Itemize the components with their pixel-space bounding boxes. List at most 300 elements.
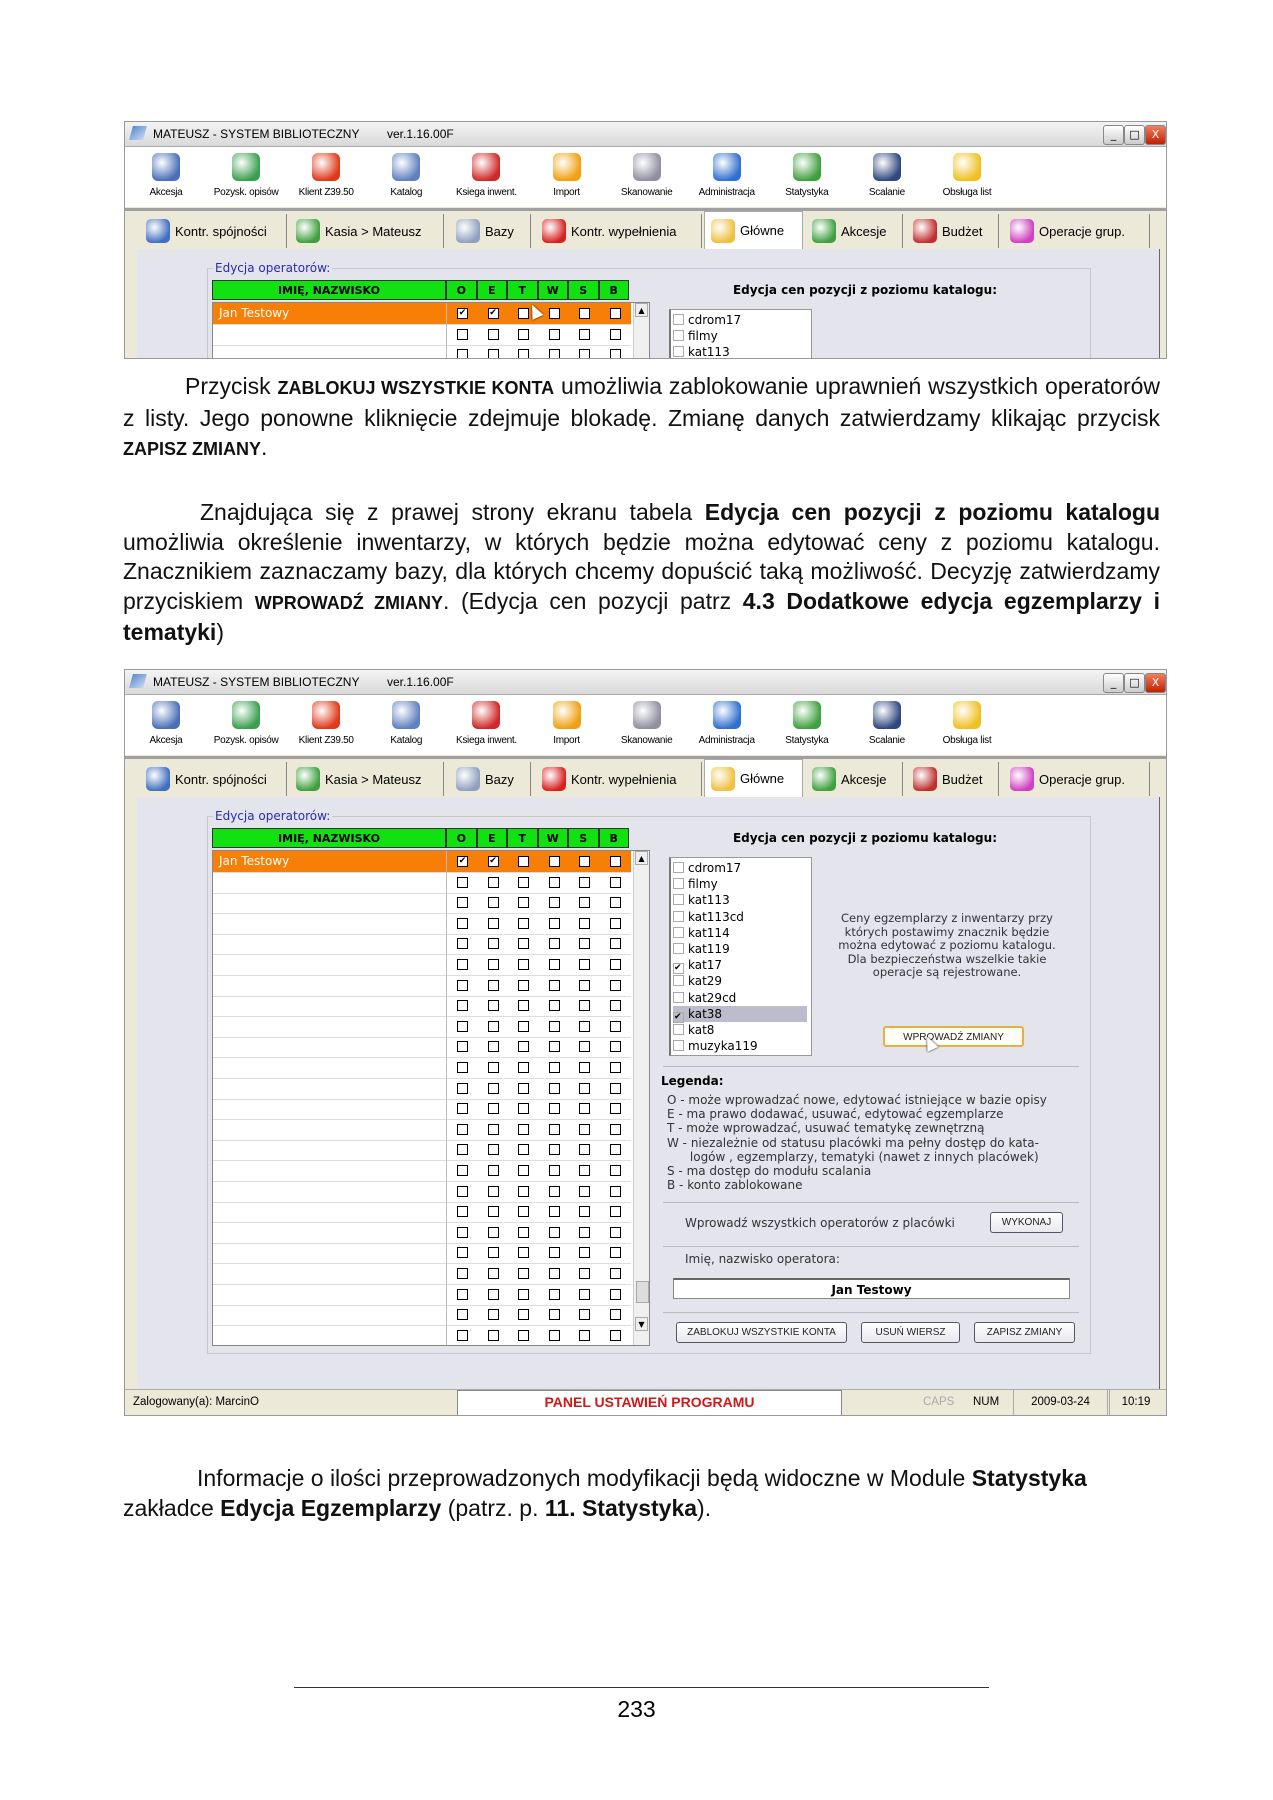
checkbox-e[interactable] [488,980,499,991]
tab-główne[interactable] [704,211,803,249]
table-row[interactable] [213,1181,631,1203]
checkbox-s[interactable] [579,1144,590,1155]
checkbox-e[interactable] [488,1330,499,1341]
toolbar-item-statystyka[interactable] [769,699,845,746]
checkbox-t[interactable] [518,1268,529,1279]
checkbox-o[interactable] [457,1227,468,1238]
checkbox-t[interactable] [518,349,529,359]
database-pen-icon [456,219,480,243]
checkbox-e[interactable] [488,1062,499,1073]
toolbar [125,147,1166,207]
checkbox-s[interactable] [579,877,590,888]
catalog-item[interactable] [673,328,807,344]
catalog-item[interactable] [673,1038,807,1054]
tab-kontr-spójności[interactable] [140,762,287,796]
table-row[interactable] [213,1036,631,1058]
scroll-up-arrow[interactable]: ▲ [635,303,648,317]
catalog-item[interactable] [673,892,807,908]
checkbox-w[interactable] [549,1062,560,1073]
toolbar-item-obsługa-list[interactable] [929,151,1005,198]
apply-changes-button[interactable]: WPROWADŹ ZMIANY [883,1026,1024,1047]
checkbox-o[interactable] [457,1330,468,1341]
checkbox-b[interactable] [610,1165,621,1176]
table-row[interactable] [213,1222,631,1244]
checkbox-b[interactable] [610,1041,621,1052]
scanner-icon [633,701,661,729]
checkbox-e[interactable] [488,959,499,970]
checkbox-o[interactable] [457,1103,468,1114]
catalog-checkbox[interactable] [673,346,684,357]
save-changes-button[interactable]: ZAPISZ ZMIANY [974,1322,1075,1343]
checkbox-b[interactable] [610,1268,621,1279]
tab-bazy[interactable] [450,762,531,796]
checkbox-s[interactable] [579,349,590,359]
checkbox-s[interactable] [579,1330,590,1341]
checkbox-e[interactable] [488,1206,499,1217]
checkbox-b[interactable] [610,1144,621,1155]
checkbox-w[interactable] [549,1289,560,1300]
checkbox-b[interactable] [610,877,621,888]
tab-kontr-wypełnienia[interactable] [536,214,702,248]
catalog-checkbox[interactable] [673,862,684,873]
table-row[interactable] [213,933,631,955]
checkbox-w[interactable] [549,1186,560,1197]
checkbox-t[interactable] [518,1041,529,1052]
toolbar-item-statystyka[interactable] [769,151,845,198]
toolbar-label: Pozysk. opisów [213,187,279,198]
checkbox-e[interactable] [488,1247,499,1258]
checkbox-w[interactable] [549,1309,560,1320]
checkbox-t[interactable] [518,1330,529,1341]
checkbox-t[interactable] [518,1124,529,1135]
checkbox-b[interactable] [610,1186,621,1197]
checkbox-w[interactable] [549,959,560,970]
checkbox-t[interactable] [518,1083,529,1094]
checkbox-t[interactable] [518,1186,529,1197]
catalog-item[interactable] [673,957,807,973]
checkbox-o[interactable] [457,329,468,340]
checkbox-e[interactable] [488,1186,499,1197]
tab-bazy[interactable] [450,214,531,248]
checkbox-b[interactable] [610,1062,621,1073]
checkbox-t[interactable] [518,1103,529,1114]
toolbar-item-scalanie[interactable] [849,151,925,198]
table-row[interactable] [213,995,631,1017]
catalog-checkbox[interactable] [673,992,684,1003]
checkbox-t[interactable] [518,1247,529,1258]
legend-line: logów , egzemplarzy, tematyki (nawet z innych placówek) [667,1149,1039,1164]
checkbox-w[interactable] [549,1165,560,1176]
chart-icon [793,701,821,729]
catalog-checkbox[interactable] [673,878,684,889]
toolbar-item-katalog[interactable] [368,699,444,746]
checkbox-b[interactable] [610,938,621,949]
status-bar [125,1389,1166,1416]
checkbox-o[interactable] [457,980,468,991]
toolbar-item-administracja[interactable] [689,151,765,198]
checkbox-o[interactable] [457,1000,468,1011]
checkbox-s[interactable] [579,959,590,970]
toolbar [125,695,1166,755]
checkbox-o[interactable] [457,1247,468,1258]
checkbox-e[interactable]: ✔ [489,856,497,866]
checkbox-o[interactable]: ✔ [458,308,467,318]
checkbox-s[interactable] [579,329,590,340]
checkbox-t[interactable] [518,1021,529,1032]
grid-header-w: W [538,828,569,848]
toolbar-item-klient-z39-50[interactable] [288,699,364,746]
checkbox-t[interactable] [518,1309,529,1320]
scrollbar[interactable] [633,851,649,1345]
checkbox-s[interactable] [579,1041,590,1052]
catalog-item[interactable] [673,344,807,359]
block-all-accounts-button[interactable]: ZABLOKUJ WSZYSTKIE KONTA [676,1322,847,1343]
toolbar-item-ksiega-inwent-[interactable] [448,151,524,198]
checkbox-o[interactable] [457,959,468,970]
checkbox-t[interactable] [518,959,529,970]
checkbox-t[interactable] [518,1206,529,1217]
checkbox-w[interactable] [549,1124,560,1135]
checkbox-s[interactable] [579,980,590,991]
tab-akcesje[interactable] [806,214,903,248]
catalog-item[interactable] [673,876,807,892]
tab-kasia-mateusz[interactable] [290,762,444,796]
toolbar-item-import[interactable] [529,699,605,746]
catalog-checkbox[interactable] [673,894,684,905]
catalog-item[interactable] [673,1006,807,1022]
checkbox-e[interactable] [488,877,499,888]
checkbox-s[interactable] [579,1000,590,1011]
table-row[interactable] [213,344,631,359]
operator-name-input[interactable]: Jan Testowy [673,1278,1070,1299]
checkbox-e[interactable] [488,1165,499,1176]
checkbox-e[interactable] [488,1289,499,1300]
checkbox-s[interactable] [579,856,590,867]
table-row[interactable] [213,1078,631,1100]
table-row[interactable] [213,1201,631,1223]
bold-ref: Statystyka [971,1465,1087,1491]
checkbox-w[interactable] [549,1247,560,1258]
checkbox-o[interactable] [457,1083,468,1094]
table-row[interactable] [213,324,631,346]
tab-główne[interactable] [704,759,803,797]
checkbox-e[interactable] [488,1144,499,1155]
toolbar-item-skanowanie[interactable] [609,151,685,198]
checkbox-e[interactable] [488,938,499,949]
table-row[interactable] [213,975,631,997]
table-row[interactable] [213,892,631,914]
scroll-down-arrow[interactable]: ▼ [635,1317,648,1331]
checkbox-b[interactable] [610,1227,621,1238]
toolbar-item-import[interactable] [529,151,605,198]
catalog-item[interactable] [673,1022,807,1038]
magnifier-icon [392,701,420,729]
checkbox-b[interactable] [610,1206,621,1217]
table-row[interactable] [213,1325,631,1346]
table-row[interactable] [213,913,631,935]
checkbox-w[interactable] [549,1330,560,1341]
checkbox-s[interactable] [579,1103,590,1114]
checkbox-w[interactable] [549,897,560,908]
toolbar-label: Statystyka [785,187,829,198]
checkbox-w[interactable] [549,308,560,319]
tab-label: Kontr. spójności [175,223,267,239]
checkbox-w[interactable] [549,1041,560,1052]
checkbox-b[interactable] [610,980,621,991]
checkbox-o[interactable] [457,349,468,359]
checkbox-b[interactable] [610,1330,621,1341]
checkbox-b[interactable] [610,897,621,908]
toolbar-item-skanowanie[interactable] [609,699,685,746]
checkbox-t[interactable] [518,1165,529,1176]
toolbar-item-katalog[interactable] [368,151,444,198]
tab-kontr-spójności[interactable] [140,214,287,248]
merge-icon [873,153,901,181]
toolbar-label: Ksiega inwent. [455,187,517,198]
toolbar-item-pozysk-opisów[interactable] [208,151,284,198]
toolbar-label: Akcesja [149,735,183,746]
checkbox-e[interactable] [488,918,499,929]
checkbox-b[interactable] [610,1000,621,1011]
checkbox-b[interactable] [610,1124,621,1135]
checkbox-b[interactable] [610,1309,621,1320]
table-row[interactable] [213,872,631,894]
table-row[interactable] [213,1242,631,1264]
checkbox-w[interactable] [549,918,560,929]
checkbox-s[interactable] [579,1083,590,1094]
checkbox-b[interactable] [610,1021,621,1032]
table-row[interactable] [213,1284,631,1306]
checkbox-e[interactable] [488,1103,499,1114]
checkbox-w[interactable] [549,1144,560,1155]
catalog-item[interactable] [673,973,807,989]
checkbox-w[interactable] [549,1227,560,1238]
catalog-checkbox[interactable] [673,330,684,341]
tab-kontr-wypełnienia[interactable] [536,762,702,796]
checkbox-e[interactable] [488,1309,499,1320]
toolbar-item-pozysk-opisów[interactable] [208,699,284,746]
scrollbar[interactable] [633,303,649,359]
scroll-up-arrow[interactable]: ▲ [635,851,648,865]
checkbox-b[interactable] [610,1103,621,1114]
checkbox-o[interactable] [457,1124,468,1135]
catalog-item[interactable] [673,312,807,328]
checkbox-w[interactable] [549,1206,560,1217]
minimize-button[interactable]: _ [1103,125,1124,145]
checkbox-o[interactable] [457,1041,468,1052]
catalog-checkbox[interactable] [673,1040,684,1051]
checkbox-t[interactable] [518,329,529,340]
table-row[interactable] [213,1057,631,1079]
table-row[interactable] [213,1119,631,1141]
table-row[interactable] [213,1263,631,1285]
checkbox-e[interactable] [488,1041,499,1052]
checkbox-b[interactable] [610,1247,621,1258]
catalog-checkbox[interactable] [673,975,684,986]
checkbox-t[interactable] [518,1289,529,1300]
table-row[interactable] [213,1139,631,1161]
checkbox-b[interactable] [610,349,621,359]
table-row[interactable] [213,1160,631,1182]
table-row[interactable] [213,954,631,976]
checkbox-s[interactable] [579,918,590,929]
tab-operacje-grup-[interactable] [1004,214,1150,248]
checkbox-s[interactable] [579,1268,590,1279]
checkbox-w[interactable] [549,856,560,867]
catalog-list[interactable] [669,309,812,359]
checkbox-t[interactable] [518,938,529,949]
table-row[interactable] [213,851,631,873]
checkbox-w[interactable] [549,877,560,888]
checkbox-t[interactable] [518,1062,529,1073]
checkbox-o[interactable] [457,1206,468,1217]
catalog-checkbox[interactable]: ✔ [673,1012,684,1023]
checkbox-w[interactable] [549,938,560,949]
catalog-checkbox[interactable] [673,1024,684,1035]
checkbox-t[interactable] [518,980,529,991]
checkbox-t[interactable] [518,918,529,929]
bold-ref: 11. Statystyka [544,1494,698,1521]
checkbox-s[interactable] [579,1227,590,1238]
catalog-checkbox[interactable] [673,911,684,922]
checkbox-s[interactable] [579,1124,590,1135]
checkbox-w[interactable] [549,1000,560,1011]
checkbox-e[interactable] [488,329,499,340]
money-icon [812,767,836,791]
delete-row-button[interactable]: USUŃ WIERSZ [861,1322,960,1343]
checkbox-b[interactable] [610,959,621,970]
checkbox-w[interactable] [549,1103,560,1114]
toolbar-item-obsługa-list[interactable] [929,699,1005,746]
tab-budżet[interactable] [907,762,999,796]
toolbar-item-ksiega-inwent-[interactable] [448,699,524,746]
catalog-checkbox[interactable]: ✔ [673,963,684,974]
arrow-down-icon [312,153,340,181]
catalog-item[interactable] [673,909,807,925]
checkbox-s[interactable] [579,897,590,908]
checkbox-b[interactable] [610,329,621,340]
checkbox-e[interactable] [488,1083,499,1094]
minimize-button[interactable]: _ [1103,673,1124,693]
checkbox-s[interactable] [579,1062,590,1073]
tab-akcesje[interactable] [806,762,903,796]
checkbox-b[interactable] [610,856,621,867]
checkbox-e[interactable] [488,1124,499,1135]
execute-button[interactable]: WYKONAJ [990,1212,1063,1233]
checkbox-o[interactable] [457,918,468,929]
checkbox-w[interactable] [549,329,560,340]
catalog-item[interactable] [673,925,807,941]
button-ref: WPROWADŹ ZMIANY [254,592,443,613]
checkbox-o[interactable] [457,1309,468,1320]
checkbox-e[interactable]: ✔ [489,308,497,318]
checkbox-o[interactable] [457,1289,468,1300]
checkbox-s[interactable] [579,1165,590,1176]
toolbar-item-akcesja[interactable] [128,699,204,746]
table-row[interactable] [213,1016,631,1038]
checkbox-t[interactable] [518,897,529,908]
checkbox-o[interactable] [457,1062,468,1073]
checkbox-e[interactable] [488,897,499,908]
checkbox-t[interactable] [518,856,529,867]
close-button[interactable]: X [1145,125,1166,145]
checkbox-t[interactable] [518,1144,529,1155]
checkbox-b[interactable] [610,918,621,929]
checkbox-o[interactable] [457,938,468,949]
checkbox-w[interactable] [549,980,560,991]
checkbox-o[interactable] [457,1165,468,1176]
catalog-checkbox[interactable] [673,927,684,938]
tab-operacje-grup-[interactable] [1004,762,1150,796]
checkbox-s[interactable] [579,1206,590,1217]
checkbox-w[interactable] [549,1083,560,1094]
checkbox-w[interactable] [549,1021,560,1032]
checkbox-t[interactable] [518,877,529,888]
checkbox-b[interactable] [610,1083,621,1094]
merge-icon [873,701,901,729]
checkbox-b[interactable] [610,1289,621,1300]
toolbar-item-klient-z39-50[interactable] [288,151,364,198]
table-row[interactable] [213,1098,631,1120]
close-button[interactable]: X [1145,673,1166,693]
checkbox-e[interactable] [488,1021,499,1032]
checkbox-s[interactable] [579,938,590,949]
checkbox-s[interactable] [579,308,590,319]
table-row[interactable] [213,1304,631,1326]
checkbox-o[interactable] [457,1021,468,1032]
checkbox-o[interactable] [457,1268,468,1279]
catalog-checkbox[interactable] [673,314,684,325]
checkbox-w[interactable] [549,1268,560,1279]
checkbox-s[interactable] [579,1247,590,1258]
catalog-item[interactable] [673,990,807,1006]
catalog-item[interactable] [673,860,807,876]
checkbox-t[interactable] [518,1000,529,1011]
tab-kasia-mateusz[interactable] [290,214,444,248]
checkbox-o[interactable]: ✔ [458,856,467,866]
checkbox-o[interactable] [457,1186,468,1197]
checkbox-e[interactable] [488,349,499,359]
catalog-checkbox[interactable] [673,943,684,954]
checkbox-e[interactable] [488,1000,499,1011]
checkbox-o[interactable] [457,897,468,908]
scroll-thumb[interactable] [636,1281,649,1303]
checkbox-b[interactable] [610,308,621,319]
checkbox-s[interactable] [579,1309,590,1320]
toolbar-item-scalanie[interactable] [849,699,925,746]
checkbox-o[interactable] [457,1144,468,1155]
checkbox-e[interactable] [488,1227,499,1238]
checkbox-s[interactable] [579,1289,590,1300]
tab-budżet[interactable] [907,214,999,248]
checkbox-w[interactable] [549,349,560,359]
text: . (Edycja cen pozycji patrz [443,587,743,614]
checkbox-s[interactable] [579,1021,590,1032]
maximize-button[interactable]: □ [1124,673,1145,693]
catalog-item[interactable] [673,941,807,957]
catalog-list[interactable] [669,857,812,1056]
checkbox-e[interactable] [488,1268,499,1279]
legend-line: S - ma dostęp do modułu scalania [667,1164,872,1179]
text: (patrz. p. [441,1494,545,1521]
checkbox-t[interactable] [518,1227,529,1238]
checkbox-s[interactable] [579,1186,590,1197]
checkbox-o[interactable] [457,877,468,888]
table-row[interactable] [213,303,631,325]
toolbar-item-administracja[interactable] [689,699,765,746]
maximize-button[interactable]: □ [1124,125,1145,145]
toolbar-item-akcesja[interactable] [128,151,204,198]
